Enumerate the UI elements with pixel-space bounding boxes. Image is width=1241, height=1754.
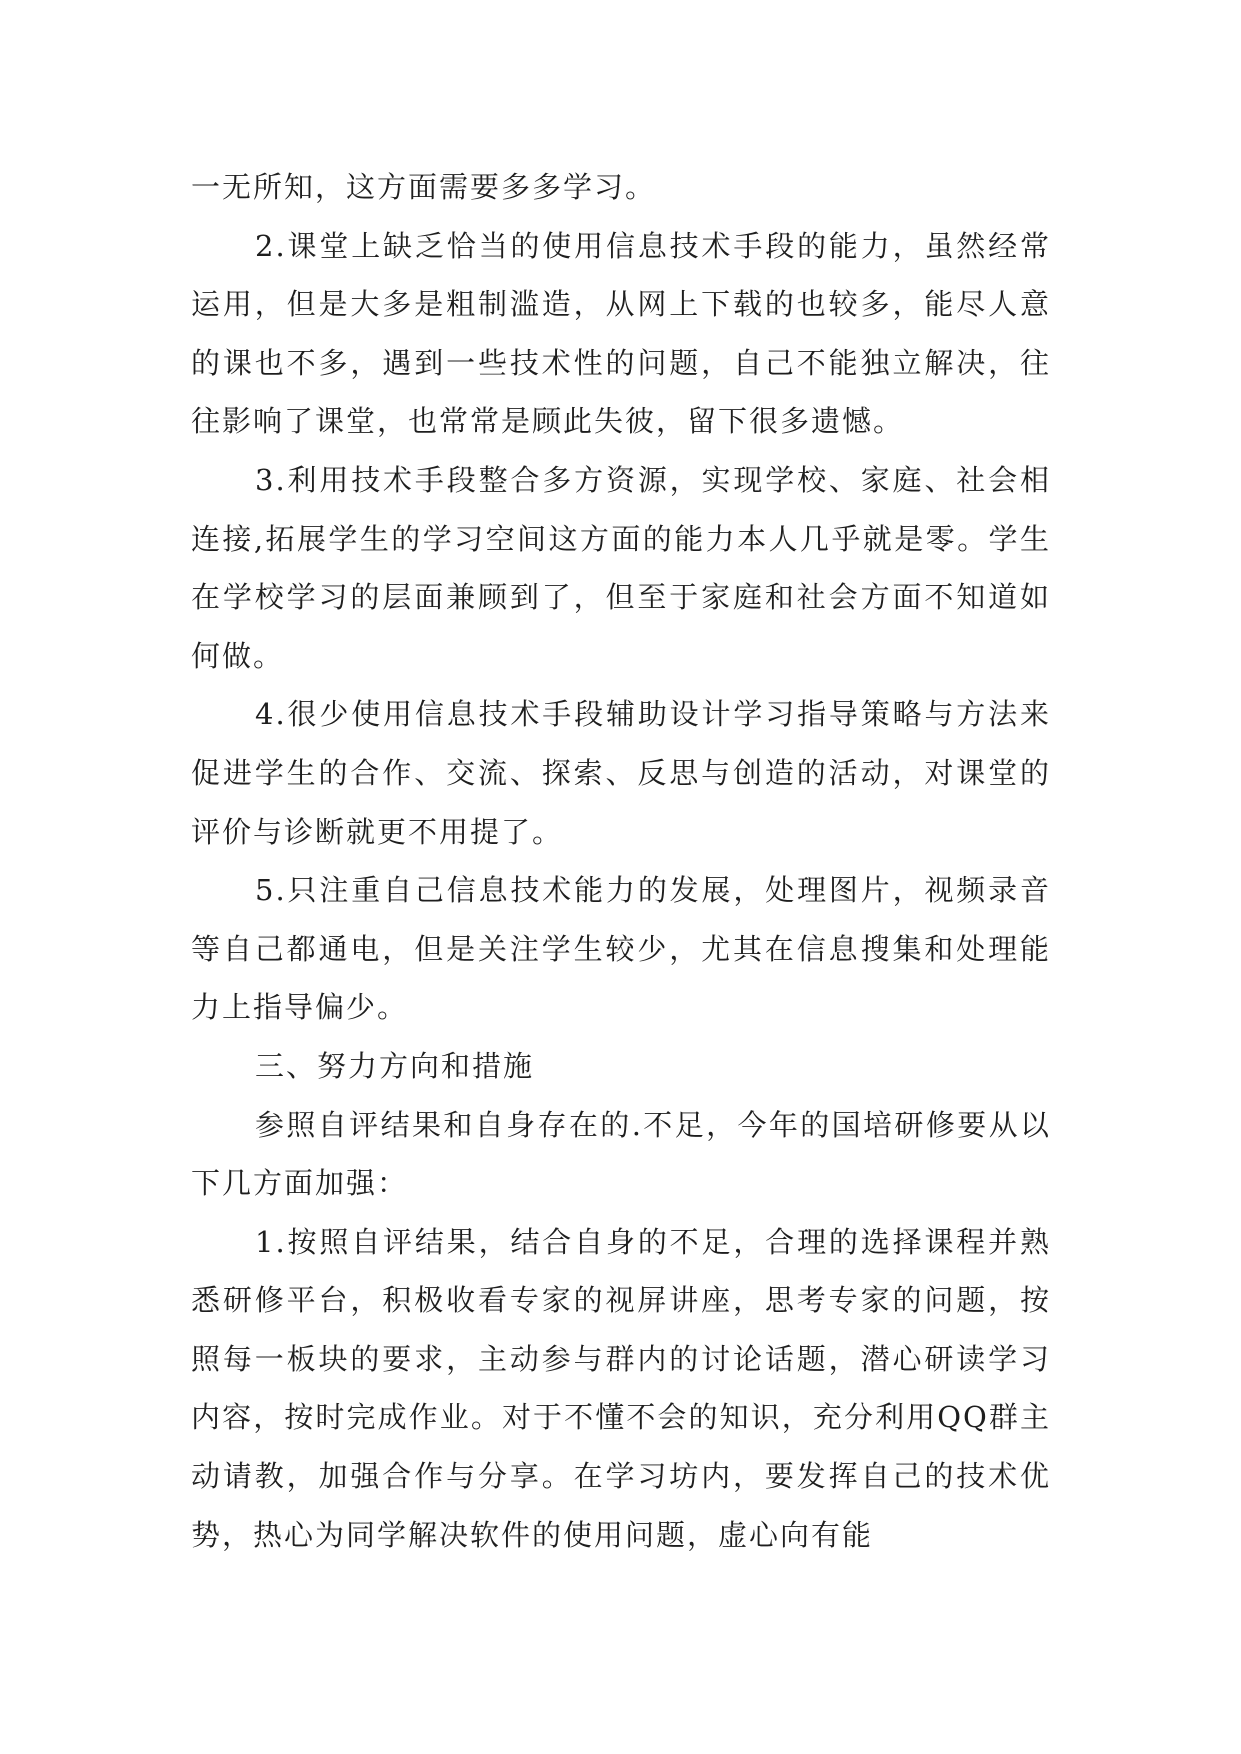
paragraph-item-4: 4.很少使用信息技术手段辅助设计学习指导策略与方法来促进学生的合作、交流、探索、反思与创造的活动，对课堂的评价与诊断就更不用提了。 [191,697,1051,849]
paragraph-intro: 参照自评结果和自身存在的.不足，今年的国培研修要从以下几方面加强： [191,1107,1051,1201]
section-heading: 三、努力方向和措施 [255,1048,535,1083]
paragraph-continuation: 一无所知，这方面需要多多学习。 [191,170,657,204]
paragraph-item-3: 3.利用技术手段整合多方资源，实现学校、家庭、社会相连接,拓展学生的学习空间这方面的能力本人几乎就是零。学生在学校学习的层面兼顾到了，但至于家庭和社会方面不知道如何做。 [191,462,1051,673]
paragraph-item-5: 5.只注重自己信息技术能力的发展，处理图片，视频录音等自己都通电，但是关注学生较少，尤其在信息搜集和处理能力上指导偏少。 [191,873,1051,1025]
document-body [191,158,1051,1564]
paragraph-measure-1: 1.按照自评结果，结合自身的不足，合理的选择课程并熟悉研修平台，积极收看专家的视屏讲座，思考专家的问题，按照每一板块的要求，主动参与群内的讨论话题，潜心研读学习内容，按时完成作业。对于不懂不会的知识，充分利用QQ群主动请教，加强合作与分享。在学习坊内，要发挥自己的技术优势，热心为同学解决软件的使用问题，虚心向有能 [191,1224,1051,1552]
paragraph-item-2: 2.课堂上缺乏恰当的使用信息技术手段的能力，虽然经常运用，但是大多是粗制滥造，从网上下载的也较多，能尽人意的课也不多，遇到一些技术性的问题，自己不能独立解决，往往影响了课堂，也常常是顾此失彼，留下很多遗憾。 [191,228,1051,439]
